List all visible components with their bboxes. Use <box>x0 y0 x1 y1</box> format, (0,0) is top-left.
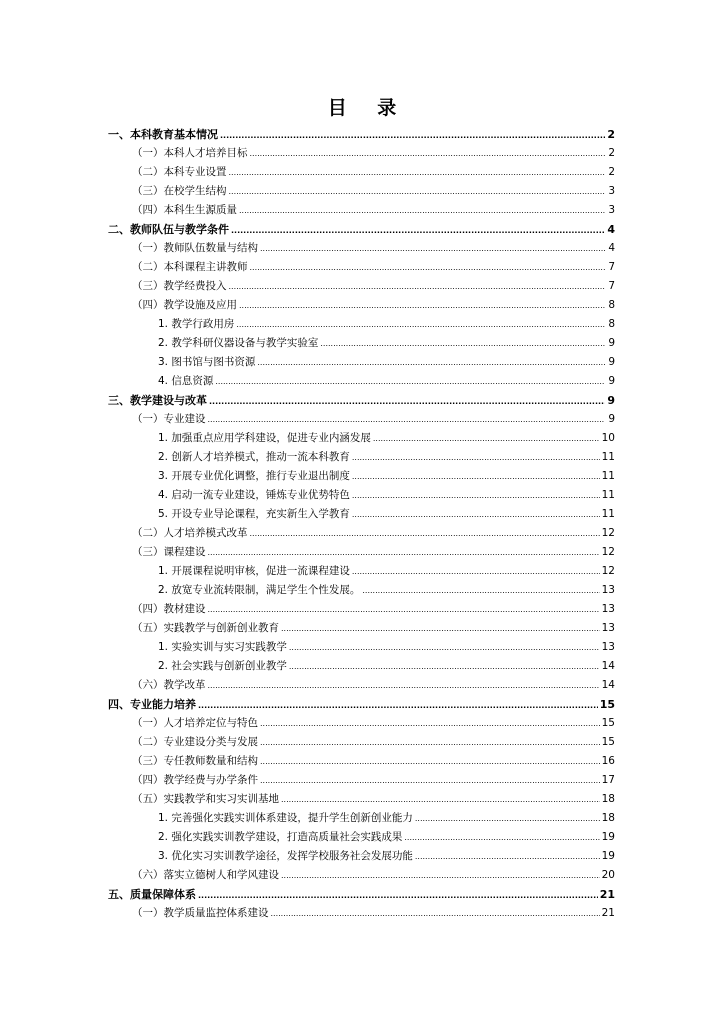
toc-entry-label: （六）落实立德树人和学风建设 <box>132 869 279 881</box>
toc-dot-leader <box>415 847 600 866</box>
toc-dot-leader <box>257 353 605 372</box>
toc-dot-leader <box>198 885 598 905</box>
toc-page-number: 15 <box>601 736 615 748</box>
toc-subsection[interactable] <box>108 790 615 809</box>
toc-dot-leader <box>320 334 605 353</box>
toc-dot-leader <box>250 258 606 277</box>
toc-page-number: 7 <box>608 280 615 292</box>
toc-entry-label: 2. 放宽专业流转限制，满足学生个性发展。 <box>158 584 361 596</box>
toc-page-number: 11 <box>601 489 615 501</box>
toc-item[interactable] <box>108 847 615 866</box>
toc-dot-leader <box>208 410 606 429</box>
toc-item[interactable] <box>108 467 615 486</box>
toc-section[interactable] <box>108 125 615 144</box>
toc-page-number: 12 <box>601 565 615 577</box>
toc-dot-leader <box>229 182 606 201</box>
toc-item[interactable] <box>108 828 615 847</box>
toc-dot-leader <box>239 201 605 220</box>
toc-page-number: 8 <box>608 299 615 311</box>
toc-entry-label: 4. 信息资源 <box>158 375 214 387</box>
toc-list <box>108 125 615 923</box>
toc-dot-leader <box>250 144 606 163</box>
toc-item[interactable] <box>108 638 615 657</box>
toc-page-number: 7 <box>608 261 615 273</box>
toc-item[interactable] <box>108 372 615 391</box>
toc-item[interactable] <box>108 334 615 353</box>
toc-dot-leader <box>404 828 599 847</box>
toc-dot-leader <box>209 391 605 411</box>
toc-entry-label: 3. 图书馆与图书资源 <box>158 356 256 368</box>
toc-dot-leader <box>260 714 600 733</box>
toc-subsection[interactable] <box>108 296 615 315</box>
toc-item[interactable] <box>108 448 615 467</box>
toc-page-number: 4 <box>608 242 615 254</box>
toc-entry-label: （一）人才培养定位与特色 <box>132 717 258 729</box>
toc-subsection[interactable] <box>108 258 615 277</box>
toc-page-number: 10 <box>601 432 615 444</box>
toc-entry-label: 1. 加强重点应用学科建设，促进专业内涵发展 <box>158 432 371 444</box>
toc-dot-leader <box>281 619 600 638</box>
toc-entry-label: （五）实践教学和实习实训基地 <box>132 793 279 805</box>
toc-dot-leader <box>208 600 600 619</box>
toc-entry-label: 2. 强化实践实训教学建设，打造高质量社会实践成果 <box>158 831 403 843</box>
toc-page-number: 13 <box>601 584 615 596</box>
toc-item[interactable] <box>108 809 615 828</box>
toc-entry-label: 4. 启动一流专业建设，锤炼专业优势特色 <box>158 489 350 501</box>
toc-subsection[interactable] <box>108 733 615 752</box>
toc-entry-label: 3. 优化实习实训教学途径，发挥学校服务社会发展功能 <box>158 850 413 862</box>
toc-entry-label: 1. 教学行政用房 <box>158 318 235 330</box>
toc-dot-leader <box>208 676 600 695</box>
toc-dot-leader <box>362 581 599 600</box>
toc-entry-label: 1. 开展课程说明审核，促进一流课程建设 <box>158 565 350 577</box>
toc-item[interactable] <box>108 315 615 334</box>
toc-entry-label: （一）教师队伍数量与结构 <box>132 242 258 254</box>
toc-page-number: 2 <box>608 147 615 159</box>
toc-dot-leader <box>239 296 605 315</box>
toc-entry-label: 三、教学建设与改革 <box>108 394 207 407</box>
toc-subsection[interactable] <box>108 144 615 163</box>
toc-item[interactable] <box>108 562 615 581</box>
toc-page-number: 9 <box>608 337 615 349</box>
toc-subsection[interactable] <box>108 866 615 885</box>
toc-entry-label: 四、专业能力培养 <box>108 698 196 711</box>
toc-entry-label: （三）专任教师数量和结构 <box>132 755 258 767</box>
toc-page-number: 16 <box>601 755 615 767</box>
toc-entry-label: 2. 创新人才培养模式，推动一流本科教育 <box>158 451 350 463</box>
toc-subsection[interactable] <box>108 277 615 296</box>
toc-entry-label: （四）本科生生源质量 <box>132 204 237 216</box>
toc-subsection[interactable] <box>108 524 615 543</box>
toc-dot-leader <box>250 524 600 543</box>
toc-page-number: 21 <box>601 907 615 919</box>
toc-subsection[interactable] <box>108 752 615 771</box>
toc-section[interactable] <box>108 220 615 239</box>
toc-dot-leader <box>260 771 600 790</box>
toc-page-number: 9 <box>608 356 615 368</box>
toc-subsection[interactable] <box>108 619 615 638</box>
toc-item[interactable] <box>108 429 615 448</box>
toc-page-number: 14 <box>601 660 615 672</box>
toc-entry-label: （三）课程建设 <box>132 546 206 558</box>
toc-page-number: 11 <box>601 451 615 463</box>
toc-dot-leader <box>415 809 600 828</box>
toc-page-number: 19 <box>601 850 615 862</box>
toc-dot-leader <box>208 543 600 562</box>
toc-dot-leader <box>289 638 600 657</box>
toc-entry-label: 一、本科教育基本情况 <box>108 128 218 141</box>
toc-subsection[interactable] <box>108 676 615 695</box>
toc-page-number: 4 <box>607 223 615 236</box>
toc-page-number: 19 <box>601 831 615 843</box>
toc-title: 目 录 <box>327 97 409 119</box>
toc-page-number: 3 <box>608 185 615 197</box>
toc-dot-leader <box>281 790 600 809</box>
toc-page-number: 12 <box>601 546 615 558</box>
toc-entry-label: （二）本科专业设置 <box>132 166 227 178</box>
toc-entry-label: 5. 开设专业导论课程，充实新生入学教育 <box>158 508 350 520</box>
toc-subsection[interactable] <box>108 543 615 562</box>
toc-dot-leader <box>229 277 606 296</box>
toc-subsection[interactable] <box>108 600 615 619</box>
toc-page-number: 2 <box>608 166 615 178</box>
toc-entry-label: （六）教学改革 <box>132 679 206 691</box>
toc-entry-label: 五、质量保障体系 <box>108 888 196 901</box>
toc-page-number: 13 <box>601 622 615 634</box>
toc-page-number: 21 <box>599 888 615 901</box>
toc-dot-leader <box>198 695 598 715</box>
toc-dot-leader <box>260 752 600 771</box>
toc-page-number: 9 <box>607 394 615 407</box>
toc-entry-label: 1. 实验实训与实习实践教学 <box>158 641 287 653</box>
toc-page-number: 15 <box>601 717 615 729</box>
toc-dot-leader <box>231 220 605 240</box>
toc-subsection[interactable] <box>108 201 615 220</box>
toc-dot-leader <box>352 505 600 524</box>
toc-page-number: 13 <box>601 641 615 653</box>
toc-page-number: 13 <box>601 603 615 615</box>
toc-subsection[interactable] <box>108 771 615 790</box>
toc-page-number: 20 <box>601 869 615 881</box>
toc-dot-leader <box>260 733 600 752</box>
toc-entry-label: （二）专业建设分类与发展 <box>132 736 258 748</box>
toc-entry-label: 二、教师队伍与教学条件 <box>108 223 229 236</box>
toc-subsection[interactable] <box>108 239 615 258</box>
toc-page-number: 9 <box>608 375 615 387</box>
toc-entry-label: 3. 开展专业优化调整，推行专业退出制度 <box>158 470 350 482</box>
toc-section[interactable] <box>108 885 615 904</box>
toc-section[interactable] <box>108 391 615 410</box>
toc-page-number: 14 <box>601 679 615 691</box>
toc-entry-label: 2. 社会实践与创新创业教学 <box>158 660 287 672</box>
toc-page-number: 15 <box>599 698 615 711</box>
toc-item[interactable] <box>108 353 615 372</box>
toc-subsection[interactable] <box>108 904 615 923</box>
toc-dot-leader <box>352 467 600 486</box>
toc-dot-leader <box>281 866 600 885</box>
toc-entry-label: （三）在校学生结构 <box>132 185 227 197</box>
toc-dot-leader <box>215 372 605 391</box>
toc-dot-leader <box>373 429 600 448</box>
toc-item[interactable] <box>108 505 615 524</box>
toc-dot-leader <box>236 315 605 334</box>
toc-page-number: 9 <box>608 413 615 425</box>
toc-dot-leader <box>220 125 605 145</box>
toc-entry-label: （二）本科课程主讲教师 <box>132 261 248 273</box>
toc-item[interactable] <box>108 657 615 676</box>
toc-item[interactable] <box>108 581 615 600</box>
toc-entry-label: （四）教材建设 <box>132 603 206 615</box>
toc-entry-label: 2. 教学科研仪器设备与教学实验室 <box>158 337 319 349</box>
toc-entry-label: （一）专业建设 <box>132 413 206 425</box>
toc-page-number: 18 <box>601 793 615 805</box>
toc-dot-leader <box>352 448 600 467</box>
toc-entry-label: （一）本科人才培养目标 <box>132 147 248 159</box>
toc-page-number: 18 <box>601 812 615 824</box>
toc-entry-label: （四）教学经费与办学条件 <box>132 774 258 786</box>
toc-page-number: 12 <box>601 527 615 539</box>
toc-item[interactable] <box>108 486 615 505</box>
toc-entry-label: （三）教学经费投入 <box>132 280 227 292</box>
toc-subsection[interactable] <box>108 182 615 201</box>
toc-entry-label: （四）教学设施及应用 <box>132 299 237 311</box>
toc-page-number: 3 <box>608 204 615 216</box>
toc-page-number: 11 <box>601 508 615 520</box>
toc-entry-label: （一）教学质量监控体系建设 <box>132 907 269 919</box>
toc-dot-leader <box>271 904 600 923</box>
toc-subsection[interactable] <box>108 410 615 429</box>
toc-page-number: 2 <box>607 128 615 141</box>
toc-section[interactable] <box>108 695 615 714</box>
toc-dot-leader <box>229 163 606 182</box>
toc-dot-leader <box>260 239 605 258</box>
toc-page-number: 11 <box>601 470 615 482</box>
toc-page-number: 17 <box>601 774 615 786</box>
toc-page-number: 8 <box>608 318 615 330</box>
toc-entry-label: （二）人才培养模式改革 <box>132 527 248 539</box>
toc-subsection[interactable] <box>108 163 615 182</box>
toc-subsection[interactable] <box>108 714 615 733</box>
toc-entry-label: 1. 完善强化实践实训体系建设，提升学生创新创业能力 <box>158 812 413 824</box>
toc-dot-leader <box>352 562 600 581</box>
toc-dot-leader <box>352 486 600 505</box>
toc-dot-leader <box>289 657 600 676</box>
toc-entry-label: （五）实践教学与创新创业教育 <box>132 622 279 634</box>
